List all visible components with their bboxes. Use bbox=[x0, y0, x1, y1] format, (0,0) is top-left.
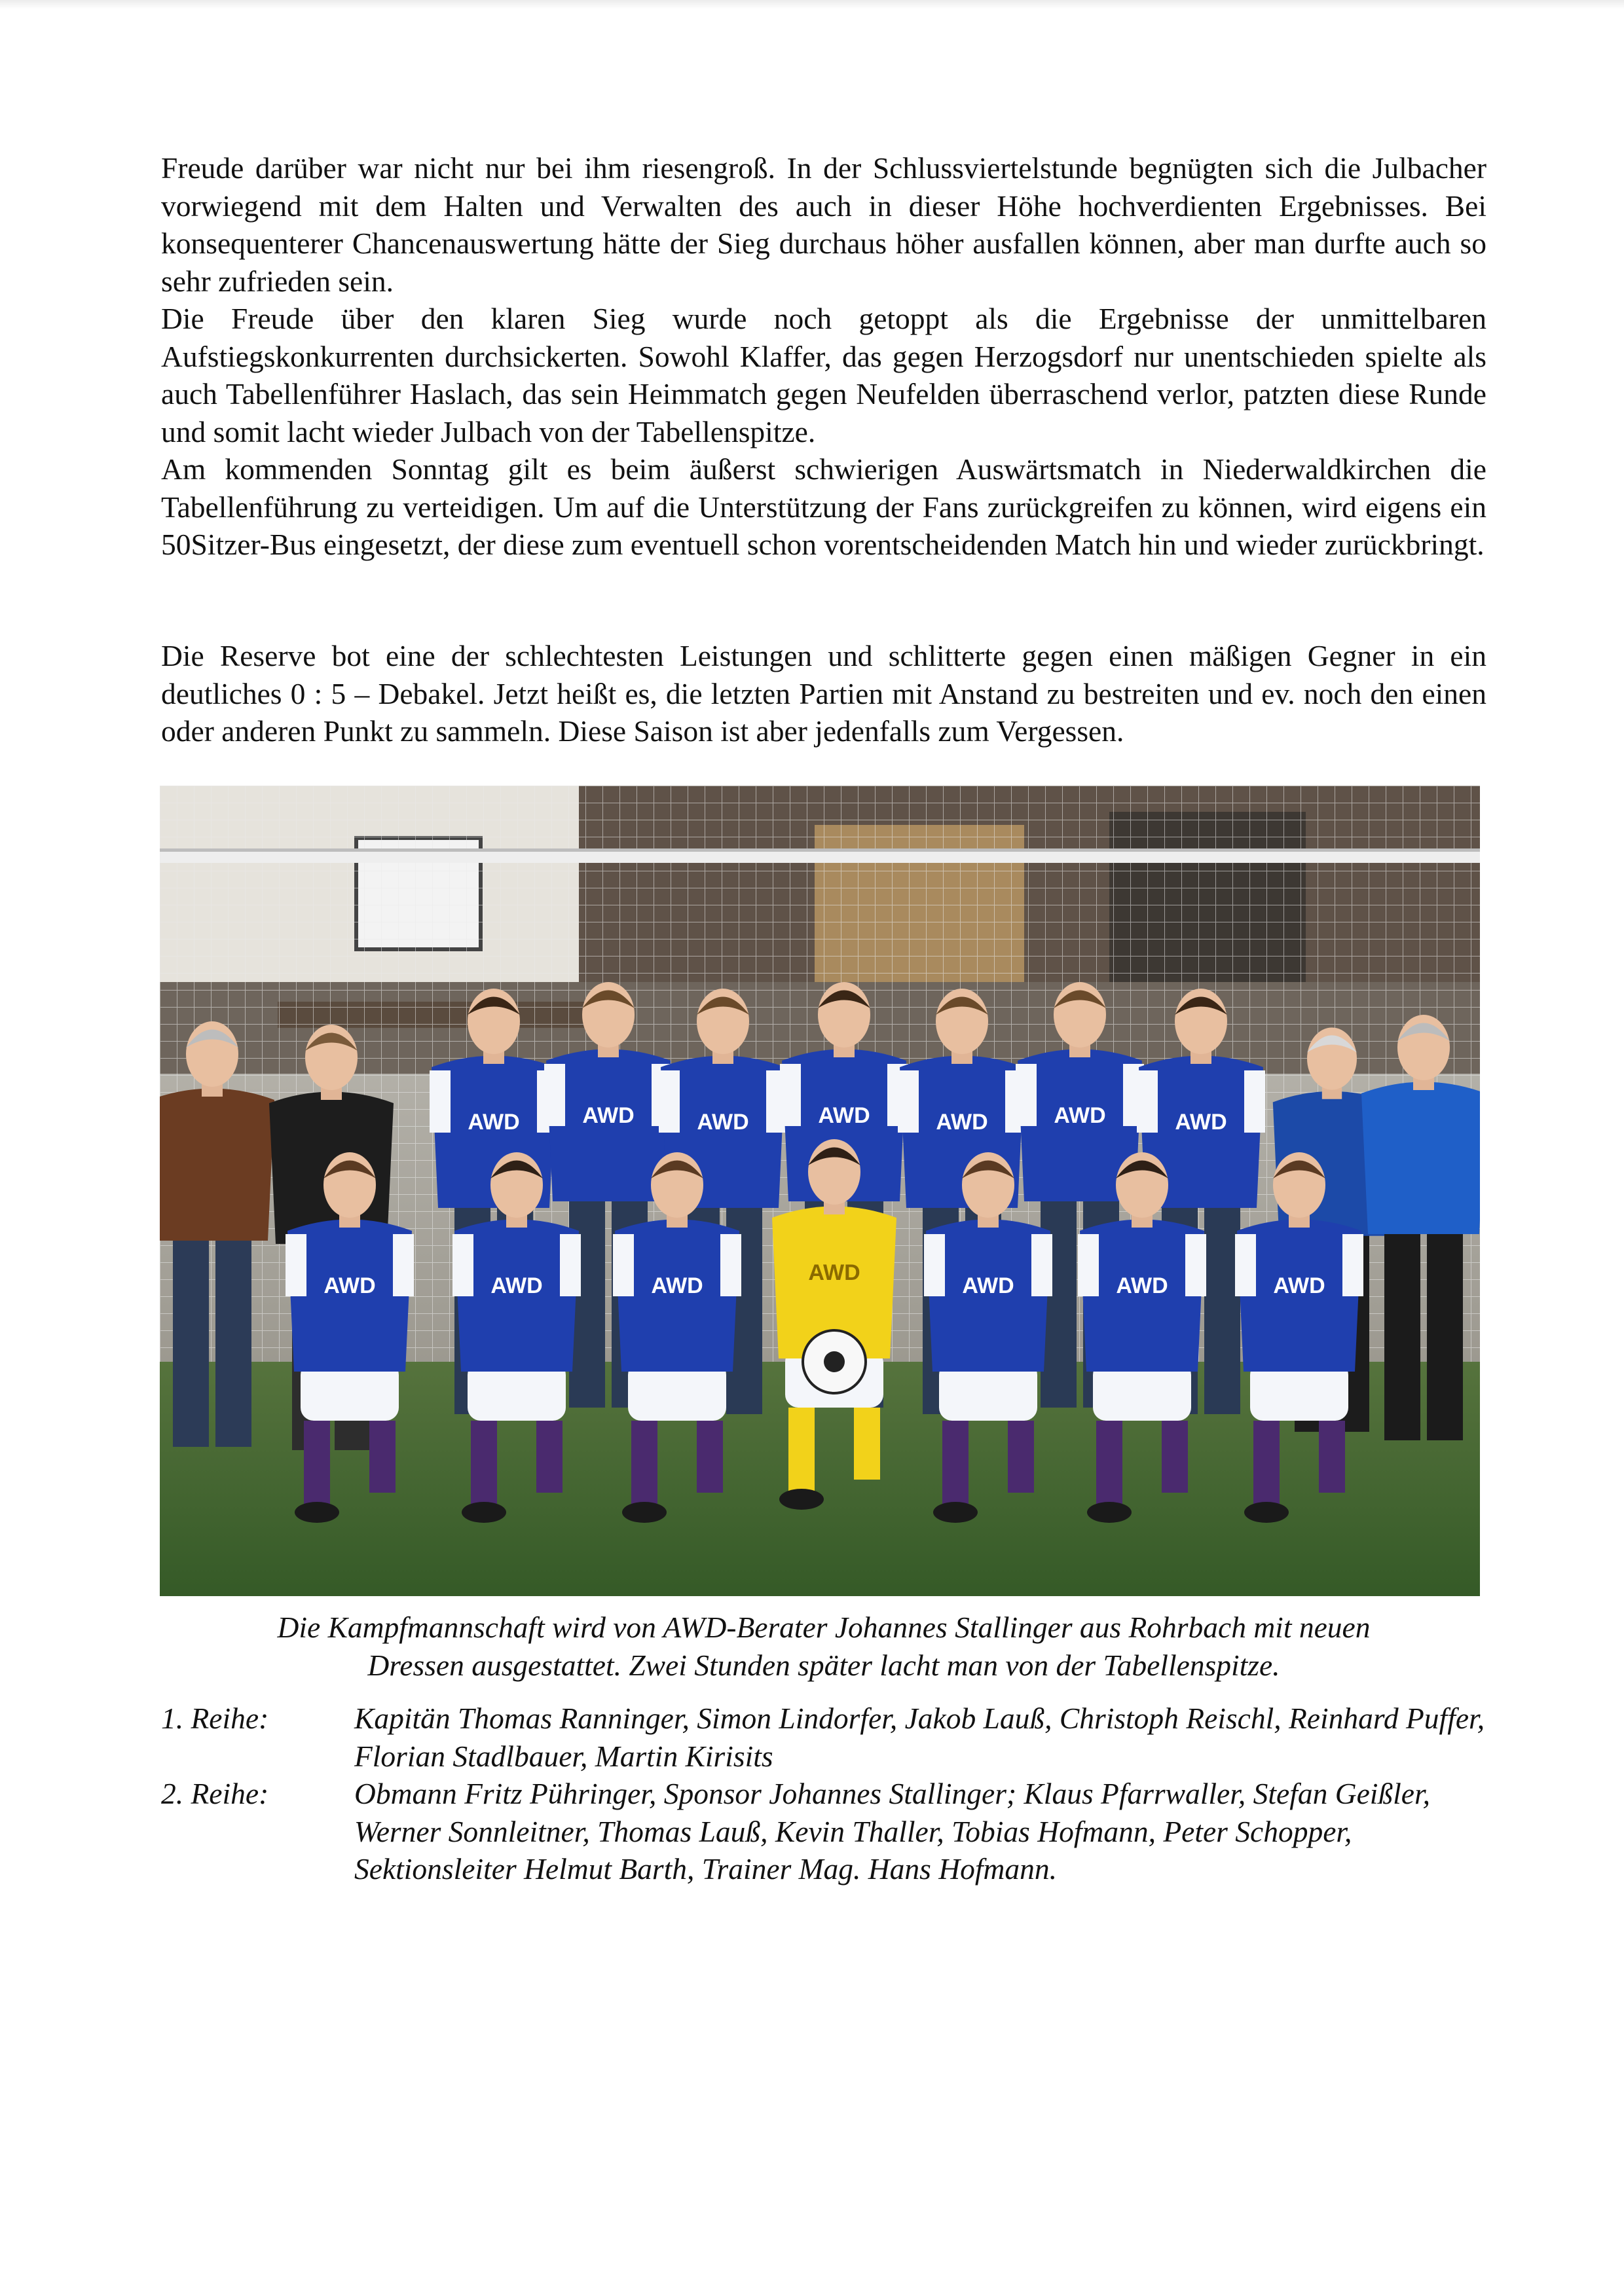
paragraph-standings: Die Freude über den klaren Sieg wurde noch getoppt als die Ergebnisse der unmittelbaren Aufstiegskonkurrenten durchsickerten. Sowohl Klaffer, das gegen Herzogsdorf nur unentschieden spielte als auch Tabellenführer Haslach, das sein Heimmatch gegen Neufelden überraschend verlor, patzten diese Runde und somit lacht wieder Julbach von der Tabellenspitze. bbox=[161, 302, 1486, 448]
paragraph-next-match: Am kommenden Sonntag gilt es beim äußerst schwierigen Auswärtsmatch in Niederwaldkirchen die Tabellenführung zu verteidigen. Um auf die Unterstützung der Fans zurückgreifen zu können, wird eigens ein 50Sitzer-Bus eingesetzt, der diese zum eventuell schon vorentscheidenden Match hin und wieder zurückbringt. bbox=[161, 452, 1486, 561]
photo-caption bbox=[161, 1609, 1486, 1684]
article-text-reserve bbox=[161, 637, 1486, 750]
article-text-top bbox=[161, 149, 1486, 564]
jersey-sponsor-logo: AWD bbox=[1054, 1103, 1106, 1128]
jersey-sponsor-logo: AWD bbox=[1175, 1110, 1227, 1135]
scan-edge bbox=[0, 0, 1624, 9]
team-photo-drawing bbox=[160, 786, 1480, 1596]
player-list bbox=[161, 1700, 1486, 1888]
jersey-sponsor-logo: AWD bbox=[582, 1103, 635, 1128]
row-1-names: Kapitän Thomas Ranninger, Simon Lindorfer, Jakob Lauß, Christoph Reischl, Reinhard Puffer, Florian Stadlbauer, Martin Kirisits bbox=[354, 1702, 1485, 1773]
team-photo bbox=[160, 786, 1480, 1596]
caption-line-2: Dressen ausgestattet. Zwei Stunden später lacht man von der Tabellenspitze. bbox=[367, 1648, 1280, 1682]
jersey-sponsor-logo: AWD bbox=[818, 1103, 870, 1128]
jersey-sponsor-logo: AWD bbox=[962, 1273, 1014, 1298]
jersey-sponsor-logo: AWD bbox=[808, 1260, 860, 1285]
jersey-sponsor-logo: AWD bbox=[1273, 1273, 1325, 1298]
jersey-sponsor-logo: AWD bbox=[490, 1273, 543, 1298]
row-2-label: 2. Reihe: bbox=[161, 1777, 269, 1810]
jersey-sponsor-logo: AWD bbox=[1116, 1273, 1168, 1298]
row-2 bbox=[161, 1775, 1486, 1888]
jersey-sponsor-logo: AWD bbox=[697, 1110, 749, 1135]
jersey-sponsor-logo: AWD bbox=[468, 1110, 520, 1135]
paragraph-result: Freude darüber war nicht nur bei ihm riesengroß. In der Schlussviertelstunde begnügten sich die Julbacher vorwiegend mit dem Halten und Verwalten des auch in dieser Höhe hochverdienten Ergebnisses. Bei konsequenterer Chancenauswertung hätte der Sieg durchaus höher ausfallen können, aber man durfte auch so sehr zufrieden sein. bbox=[161, 151, 1486, 298]
jersey-sponsor-logo: AWD bbox=[323, 1273, 376, 1298]
jersey-sponsor-logo: AWD bbox=[936, 1110, 988, 1135]
jersey-sponsor-logo: AWD bbox=[651, 1273, 703, 1298]
row-1-label: 1. Reihe: bbox=[161, 1702, 269, 1735]
row-1 bbox=[161, 1700, 1486, 1775]
row-2-names: Obmann Fritz Pühringer, Sponsor Johannes Stallinger; Klaus Pfarrwaller, Stefan Geißler, Werner Sonnleitner, Thomas Lauß, Kevin Thaller, Tobias Hofmann, Peter Schopper, Sektionsleiter Helmut Barth, Trainer Mag. Hans Hofmann. bbox=[354, 1777, 1431, 1886]
paragraph-reserve: Die Reserve bot eine der schlechtesten Leistungen und schlitterte gegen einen mäßigen Gegner in ein deutliches 0 : 5 – Debakel. Jetzt heißt es, die letzten Partien mit Anstand zu bestreiten und ev. noch den einen oder anderen Punkt zu sammeln. Diese Saison ist aber jedenfalls zum Vergessen. bbox=[161, 639, 1486, 748]
caption-line-1: Die Kampfmannschaft wird von AWD-Berater Johannes Stallinger aus Rohrbach mit neuen bbox=[277, 1611, 1371, 1644]
